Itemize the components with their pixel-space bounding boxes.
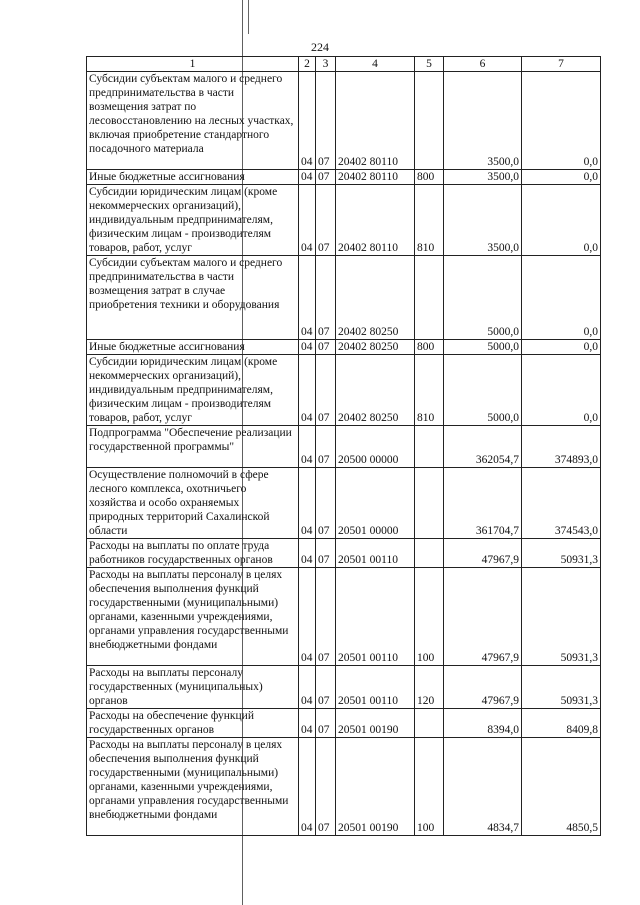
scan-fold-mark <box>248 0 249 34</box>
row-name-cell: Расходы на выплаты персоналу государственных (муниципальных) органов <box>87 666 299 709</box>
expense-type-cell <box>415 256 444 340</box>
amount-year1-cell: 361704,7 <box>444 468 522 539</box>
section-code-cell: 04 <box>299 355 316 426</box>
subsection-code-cell: 07 <box>316 340 336 355</box>
header-cell: 5 <box>415 57 444 72</box>
section-code-cell: 04 <box>299 539 316 568</box>
header-cell: 3 <box>316 57 336 72</box>
amount-year2-cell: 8409,8 <box>522 709 601 738</box>
expense-type-cell: 800 <box>415 170 444 185</box>
target-article-cell: 20501 00110 <box>336 539 415 568</box>
expense-type-cell <box>415 468 444 539</box>
expense-type-cell: 100 <box>415 568 444 666</box>
expense-type-cell: 810 <box>415 355 444 426</box>
row-name-cell: Иные бюджетные ассигнования <box>87 340 299 355</box>
amount-year2-cell: 374543,0 <box>522 468 601 539</box>
expense-type-cell <box>415 72 444 170</box>
amount-year2-cell: 4850,5 <box>522 738 601 836</box>
table-row <box>87 355 601 426</box>
table-row <box>87 738 601 836</box>
table-row <box>87 539 601 568</box>
row-name-cell: Подпрограмма "Обеспечение реализации государственной программы" <box>87 426 299 468</box>
row-name-cell: Субсидии юридическим лицам (кроме некоммерческих организаций), индивидуальным предпринимателям, физическим лицам - производителям товаров, работ, услуг <box>87 355 299 426</box>
subsection-code-cell: 07 <box>316 72 336 170</box>
subsection-code-cell: 07 <box>316 256 336 340</box>
subsection-code-cell: 07 <box>316 355 336 426</box>
amount-year2-cell: 50931,3 <box>522 539 601 568</box>
budget-table <box>86 56 601 836</box>
table-row <box>87 256 601 340</box>
amount-year2-cell: 0,0 <box>522 72 601 170</box>
table-row <box>87 426 601 468</box>
section-code-cell: 04 <box>299 568 316 666</box>
table-row <box>87 340 601 355</box>
table-row <box>87 468 601 539</box>
table-row <box>87 170 601 185</box>
target-article-cell: 20501 00000 <box>336 468 415 539</box>
target-article-cell: 20501 00190 <box>336 738 415 836</box>
amount-year2-cell: 0,0 <box>522 185 601 256</box>
amount-year2-cell: 50931,3 <box>522 568 601 666</box>
expense-type-cell: 810 <box>415 185 444 256</box>
subsection-code-cell: 07 <box>316 170 336 185</box>
amount-year1-cell: 5000,0 <box>444 340 522 355</box>
expense-type-cell: 120 <box>415 666 444 709</box>
row-name-cell: Субсидии субъектам малого и среднего предпринимательства в части возмещения затрат по лесовосстановлению на лесных участках, включая приобретение стандартного посадочного материала <box>87 72 299 170</box>
table-row <box>87 709 601 738</box>
section-code-cell: 04 <box>299 72 316 170</box>
target-article-cell: 20402 80110 <box>336 170 415 185</box>
expense-type-cell: 800 <box>415 340 444 355</box>
section-code-cell: 04 <box>299 256 316 340</box>
row-name-cell: Иные бюджетные ассигнования <box>87 170 299 185</box>
section-code-cell: 04 <box>299 738 316 836</box>
section-code-cell: 04 <box>299 666 316 709</box>
amount-year2-cell: 0,0 <box>522 256 601 340</box>
subsection-code-cell: 07 <box>316 666 336 709</box>
target-article-cell: 20402 80250 <box>336 340 415 355</box>
amount-year1-cell: 47967,9 <box>444 568 522 666</box>
amount-year1-cell: 5000,0 <box>444 355 522 426</box>
row-name-cell: Расходы на выплаты персоналу в целях обеспечения выполнения функций государственными (муниципальными) органами, казенными учреждениями, органами управления государственными внебюджетными фондами <box>87 738 299 836</box>
target-article-cell: 20402 80110 <box>336 185 415 256</box>
table-row <box>87 185 601 256</box>
expense-type-cell <box>415 709 444 738</box>
section-code-cell: 04 <box>299 468 316 539</box>
subsection-code-cell: 07 <box>316 426 336 468</box>
amount-year2-cell: 0,0 <box>522 355 601 426</box>
row-name-cell: Расходы на обеспечение функций государственных органов <box>87 709 299 738</box>
header-row <box>87 57 601 72</box>
section-code-cell: 04 <box>299 426 316 468</box>
row-name-cell: Расходы на выплаты персоналу в целях обеспечения выполнения функций государственными (муниципальными) органами, казенными учреждениями, органами управления государственными внебюджетными фондами <box>87 568 299 666</box>
expense-type-cell: 100 <box>415 738 444 836</box>
amount-year1-cell: 5000,0 <box>444 256 522 340</box>
page-number: 224 <box>311 40 329 54</box>
subsection-code-cell: 07 <box>316 468 336 539</box>
row-name-cell: Субсидии юридическим лицам (кроме некоммерческих организаций), индивидуальным предпринимателям, физическим лицам - производителям товаров, работ, услуг <box>87 185 299 256</box>
table-row <box>87 72 601 170</box>
header-cell: 7 <box>522 57 601 72</box>
subsection-code-cell: 07 <box>316 185 336 256</box>
amount-year1-cell: 3500,0 <box>444 170 522 185</box>
header-cell: 6 <box>444 57 522 72</box>
expense-type-cell <box>415 539 444 568</box>
header-cell: 2 <box>299 57 316 72</box>
table-row <box>87 666 601 709</box>
section-code-cell: 04 <box>299 340 316 355</box>
row-name-cell: Осуществление полномочий в сфере лесного комплекса, охотничьего хозяйства и особо охраняемых природных территорий Сахалинской области <box>87 468 299 539</box>
subsection-code-cell: 07 <box>316 709 336 738</box>
amount-year2-cell: 0,0 <box>522 170 601 185</box>
amount-year2-cell: 50931,3 <box>522 666 601 709</box>
header-cell: 1 <box>87 57 299 72</box>
subsection-code-cell: 07 <box>316 738 336 836</box>
section-code-cell: 04 <box>299 185 316 256</box>
target-article-cell: 20500 00000 <box>336 426 415 468</box>
subsection-code-cell: 07 <box>316 539 336 568</box>
target-article-cell: 20501 00190 <box>336 709 415 738</box>
header-cell: 4 <box>336 57 415 72</box>
expense-type-cell <box>415 426 444 468</box>
target-article-cell: 20402 80250 <box>336 256 415 340</box>
table-row <box>87 568 601 666</box>
target-article-cell: 20501 00110 <box>336 568 415 666</box>
row-name-cell: Субсидии субъектам малого и среднего предпринимательства в части возмещения затрат в случае приобретения техники и оборудования <box>87 256 299 340</box>
amount-year1-cell: 4834,7 <box>444 738 522 836</box>
amount-year1-cell: 3500,0 <box>444 72 522 170</box>
target-article-cell: 20402 80110 <box>336 72 415 170</box>
amount-year2-cell: 0,0 <box>522 340 601 355</box>
subsection-code-cell: 07 <box>316 568 336 666</box>
section-code-cell: 04 <box>299 170 316 185</box>
amount-year2-cell: 374893,0 <box>522 426 601 468</box>
amount-year1-cell: 8394,0 <box>444 709 522 738</box>
target-article-cell: 20501 00110 <box>336 666 415 709</box>
target-article-cell: 20402 80250 <box>336 355 415 426</box>
amount-year1-cell: 47967,9 <box>444 666 522 709</box>
amount-year1-cell: 3500,0 <box>444 185 522 256</box>
row-name-cell: Расходы на выплаты по оплате труда работников государственных органов <box>87 539 299 568</box>
amount-year1-cell: 47967,9 <box>444 539 522 568</box>
amount-year1-cell: 362054,7 <box>444 426 522 468</box>
section-code-cell: 04 <box>299 709 316 738</box>
